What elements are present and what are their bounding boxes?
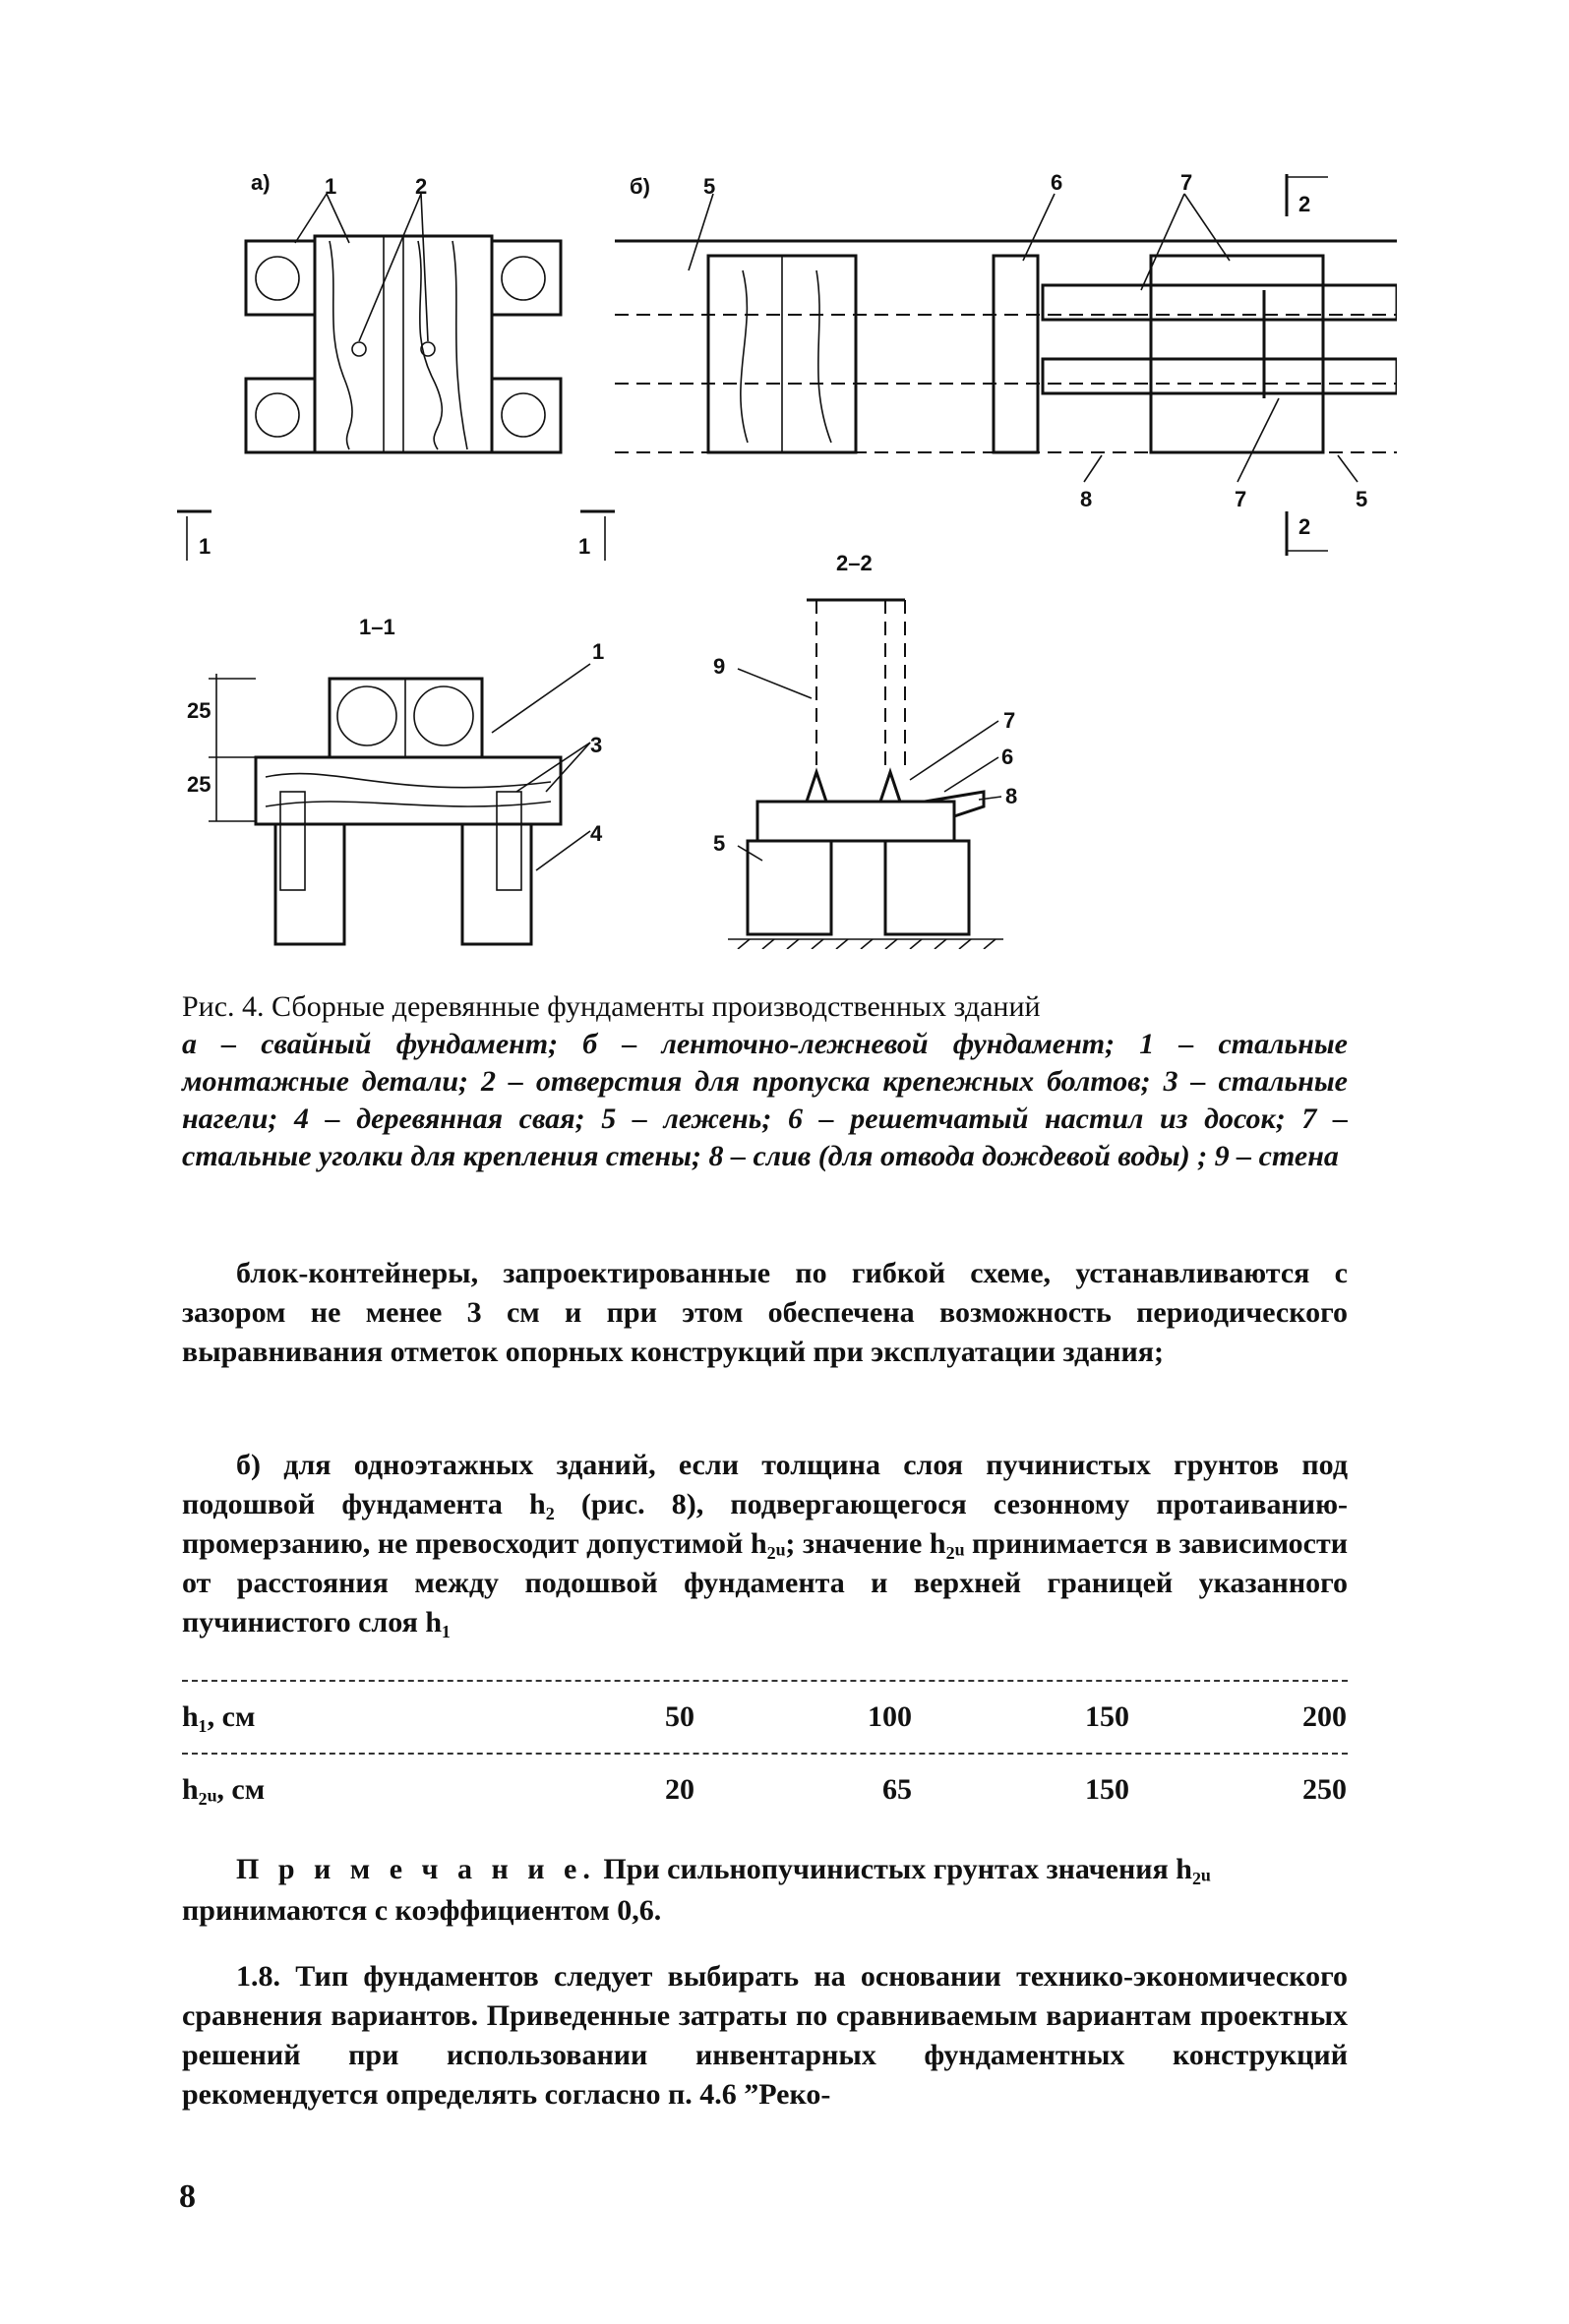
table-row-label: h₂ᵤ, см xyxy=(182,1773,266,1806)
page-number: 8 xyxy=(179,2178,196,2215)
section-1-1-title: 1–1 xyxy=(359,615,395,639)
paragraph-2: б) для одноэтажных зданий, если толщина слоя пучинистых грунтов под подошвой фундамента h₂ (рис. 8), подвергающегося сезонному протаиванию-промерзанию, не превосходит допустимой h₂ᵤ; значение h₂ᵤ принимается в зависимости от расстояния между подошвой фундамента и верхней границей указанного пучинистого слоя h₁ xyxy=(182,1449,1348,1639)
table-row-label: h₁, см xyxy=(182,1700,256,1733)
figure-drawing xyxy=(157,162,1397,949)
caption-legend: а – свайный фундамент; б – ленточно-лежневой фундамент; 1 – стальные монтажные детали; 2 – отверстия для пропуска крепежных болтов; 3 – стальные нагели; 4 – деревянная свая; 5 – лежень; 6 – решетчатый настил из досок; 7 – стальные уголки для крепления стены; 8 – слив (для отвода дождевой воды) ; 9 – стена xyxy=(182,1028,1348,1172)
table-cell: 150 xyxy=(1085,1700,1129,1733)
figure-4 xyxy=(157,162,1397,949)
label-1-section: 1 xyxy=(592,639,605,664)
paragraph-1: блок-контейнеры, запроектированные по гибкой схеме, устанавливаются с зазором не менее 3 см и при этом обеспечена возможность периодического выравнивания отметок опорных конструкций при эксплуатации здания; xyxy=(182,1257,1348,1368)
label-8-section: 8 xyxy=(1005,784,1018,808)
paragraph-3: 1.8. Тип фундаментов следует выбирать на основании технико-экономического сравнения вариантов. Приведенные затраты по сравниваемым вариантам проектных решений при использовании инвентарных фундаментных конструкций рекомендуется определять согласно п. 4.6 ”Реко- xyxy=(182,1960,1348,2111)
label-3-section: 3 xyxy=(590,733,603,757)
label-7-section: 7 xyxy=(1003,708,1016,733)
panel-b-label: б) xyxy=(630,174,650,199)
section-marker-1-right: 1 xyxy=(578,534,591,559)
note xyxy=(182,1849,1348,1932)
label-6-section: 6 xyxy=(1001,745,1014,769)
section-marks-1 xyxy=(177,511,615,561)
figure-caption xyxy=(182,988,1348,1175)
dim-25-top: 25 xyxy=(187,698,211,723)
label-5-b-lower: 5 xyxy=(1356,487,1368,511)
dim-25-bottom: 25 xyxy=(187,772,211,797)
section-marker-2-top: 2 xyxy=(1298,192,1311,216)
note-text: При сильнопучинистых грунтах значения h₂ᵤ принимаются с коэффициентом 0,6. xyxy=(182,1853,1211,1927)
label-5-section: 5 xyxy=(713,831,726,856)
section-2-2-drawing xyxy=(728,600,1003,949)
label-8-b: 8 xyxy=(1080,487,1093,511)
table-cell: 150 xyxy=(1085,1773,1129,1806)
heave-table xyxy=(182,1680,1348,1825)
table-cell: 20 xyxy=(665,1773,694,1806)
label-7-b: 7 xyxy=(1180,170,1193,195)
note-lead: П р и м е ч а н и е. xyxy=(236,1853,596,1885)
panel-a-label: а) xyxy=(251,170,271,195)
label-2-a: 2 xyxy=(415,174,428,199)
caption-title: Рис. 4. Сборные деревянные фундаменты производственных зданий xyxy=(182,990,1041,1023)
section-marker-2-bottom: 2 xyxy=(1298,514,1311,539)
label-1-a: 1 xyxy=(325,174,337,199)
pile-plan xyxy=(246,194,561,452)
label-5-b: 5 xyxy=(703,174,716,199)
section-2-2-title: 2–2 xyxy=(836,551,873,575)
table-row xyxy=(182,1682,1348,1753)
section-marker-1-left: 1 xyxy=(199,534,211,559)
table-cell: 50 xyxy=(665,1700,694,1733)
label-7-b-lower: 7 xyxy=(1235,487,1247,511)
table-row xyxy=(182,1755,1348,1825)
table-cell: 100 xyxy=(868,1700,912,1733)
label-6-b: 6 xyxy=(1051,170,1063,195)
label-4-section: 4 xyxy=(590,821,603,846)
table-cell: 200 xyxy=(1302,1700,1347,1733)
strip-plan xyxy=(615,194,1397,452)
label-9-section: 9 xyxy=(713,654,726,679)
section-1-1-drawing xyxy=(209,664,590,944)
table-cell: 250 xyxy=(1302,1773,1347,1806)
table-cell: 65 xyxy=(882,1773,912,1806)
